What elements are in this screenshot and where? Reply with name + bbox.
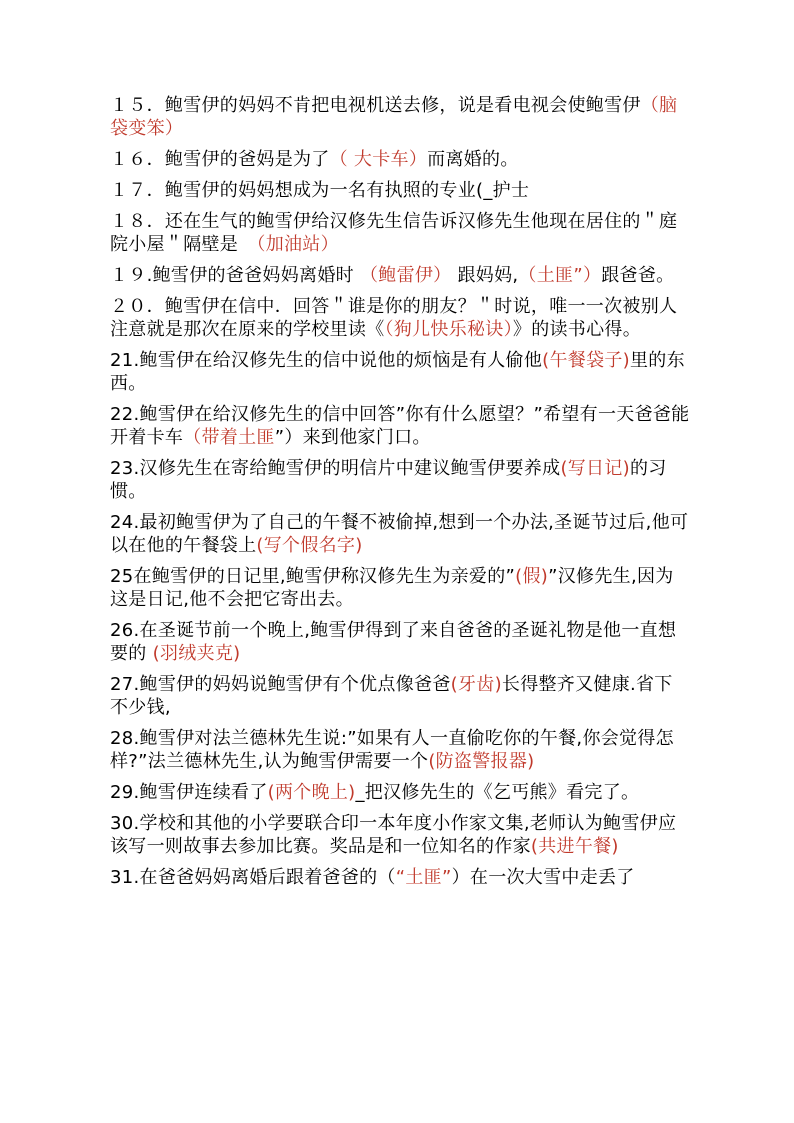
question-21 <box>110 349 690 395</box>
question-number: 24. <box>110 512 140 533</box>
answer: (两个晚上) <box>267 782 356 803</box>
question-text-after-2: 跟爸爸。 <box>601 265 675 286</box>
question-number: 30. <box>110 813 140 834</box>
question-number: １５． <box>110 95 165 116</box>
question-15 <box>110 94 690 140</box>
question-text: 鲍雪伊的妈妈说鲍雪伊有个优点像爸爸 <box>139 674 451 695</box>
question-text: 鲍雪伊在信中．回答＂谁是你的朋友？＂时说，唯一一次被别人注意就是那次在原来的学校里读《 <box>110 296 678 340</box>
answer: (写日记) <box>560 458 630 479</box>
question-text-after: 而离婚的。 <box>427 149 519 170</box>
answer: （带着土匪 <box>183 427 275 448</box>
question-number: 31. <box>110 867 140 888</box>
question-16 <box>110 148 690 171</box>
question-text-after: ”汉修先生,因为这是日记,他不会把它寄出去。 <box>110 566 674 610</box>
answer: （脑袋变笨） <box>110 95 678 139</box>
question-number: 27. <box>110 674 140 695</box>
answer: (写个假名字) <box>256 535 363 556</box>
question-number: 22. <box>110 404 140 425</box>
question-text-after: (_护士 <box>476 180 530 201</box>
question-text: 鲍雪伊的爸爸妈妈离婚时 <box>152 265 354 286</box>
question-number: 21. <box>110 350 140 371</box>
question-26 <box>110 619 690 665</box>
question-number: 28. <box>110 728 140 749</box>
answer: (羽绒夹克) <box>152 643 241 664</box>
question-text: 最初鲍雪伊为了自己的午餐不被偷掉,想到一个办法,圣诞节过后,他可以在他的午餐袋上 <box>110 512 689 556</box>
question-number: １６． <box>110 149 165 170</box>
question-18 <box>110 210 690 256</box>
question-19 <box>110 264 690 287</box>
question-25 <box>110 565 690 611</box>
answer: “土匪” <box>395 867 452 888</box>
question-text: 还在生气的鲍雪伊给汉修先生信告诉汉修先生他现在居住的＂庭院小屋＂隔壁是 <box>110 211 678 255</box>
question-text: 鲍雪伊的妈妈想成为一名有执照的专业 <box>164 180 477 201</box>
question-text: 鲍雪伊在给汉修先生的信中回答”你有什么愿望？”希望有一天爸爸能开着卡车 <box>110 404 690 448</box>
question-text: 鲍雪伊的妈妈不肯把电视机送去修，说是看电视会使鲍雪伊 <box>164 95 641 116</box>
question-number: １７． <box>110 180 165 201</box>
question-number: 23. <box>110 458 140 479</box>
question-28 <box>110 727 690 773</box>
answer: (共进午餐) <box>530 836 619 857</box>
question-text-after: 里的东西。 <box>110 350 685 394</box>
answer: (午餐袋子) <box>542 350 630 371</box>
question-text: 鲍雪伊连续看了 <box>139 782 268 803</box>
question-text: 学校和其他的小学要联合印一本年度小作家文集,老师认为鲍雪伊应该写一则故事去参加比赛。奖品是和一位知名的作家 <box>110 813 677 857</box>
question-text: 鲍雪伊的爸妈是为了 <box>164 149 330 170</box>
question-text: 在爸爸妈妈离婚后跟着爸爸的（ <box>139 867 396 888</box>
answer-2: （土匪”） <box>518 265 602 286</box>
answer: （ 大卡车） <box>329 149 428 170</box>
answer: (防盗警报器) <box>428 751 535 772</box>
question-23 <box>110 457 690 503</box>
question-27 <box>110 673 690 719</box>
question-20 <box>110 295 690 341</box>
question-22 <box>110 403 690 449</box>
question-text: 在鲍雪伊的日记里,鲍雪伊称汉修先生为亲爱的” <box>133 566 516 587</box>
question-number: １９. <box>110 265 153 286</box>
question-text-after: 长得整齐又健康.省下不少钱, <box>110 674 673 718</box>
question-text-after: ）在一次大雪中走丢了 <box>451 867 635 888</box>
question-29 <box>110 781 690 804</box>
question-text: 汉修先生在寄给鲍雪伊的明信片中建议鲍雪伊要养成 <box>139 458 561 479</box>
question-text: 在圣诞节前一个晚上,鲍雪伊得到了来自爸爸的圣诞礼物是他一直想要的 <box>110 620 677 664</box>
answer: （狗儿快乐秘诀） <box>384 319 513 340</box>
question-number: 26. <box>110 620 140 641</box>
question-text: 鲍雪伊在给汉修先生的信中说他的烦恼是有人偷他 <box>139 350 543 371</box>
question-24 <box>110 511 690 557</box>
question-31 <box>110 866 690 889</box>
question-text-after: 》的读书心得。 <box>512 319 642 340</box>
question-text-after: ”）来到他家门口。 <box>274 427 431 448</box>
question-text-after: _把汉修先生的《乞丐熊》看完了。 <box>355 782 640 803</box>
question-17 <box>110 179 690 202</box>
question-list <box>110 94 690 897</box>
answer: (假) <box>515 566 549 587</box>
answer: （加油站） <box>238 234 339 255</box>
question-text: 鲍雪伊对法兰德林先生说:”如果有人一直偷吃你的午餐,你会觉得怎样?”法兰德林先生,认为鲍雪伊需要一个 <box>110 728 674 772</box>
question-number: 29. <box>110 782 140 803</box>
question-number: ２０． <box>110 296 165 317</box>
answer: （鲍雷伊） <box>359 265 452 286</box>
answer: (牙齿) <box>450 674 502 695</box>
question-text-after: 的习惯。 <box>110 458 667 502</box>
question-number: 25 <box>110 566 134 587</box>
question-number: １８． <box>110 211 165 232</box>
question-text-after: 跟妈妈, <box>457 265 519 286</box>
question-30 <box>110 812 690 858</box>
